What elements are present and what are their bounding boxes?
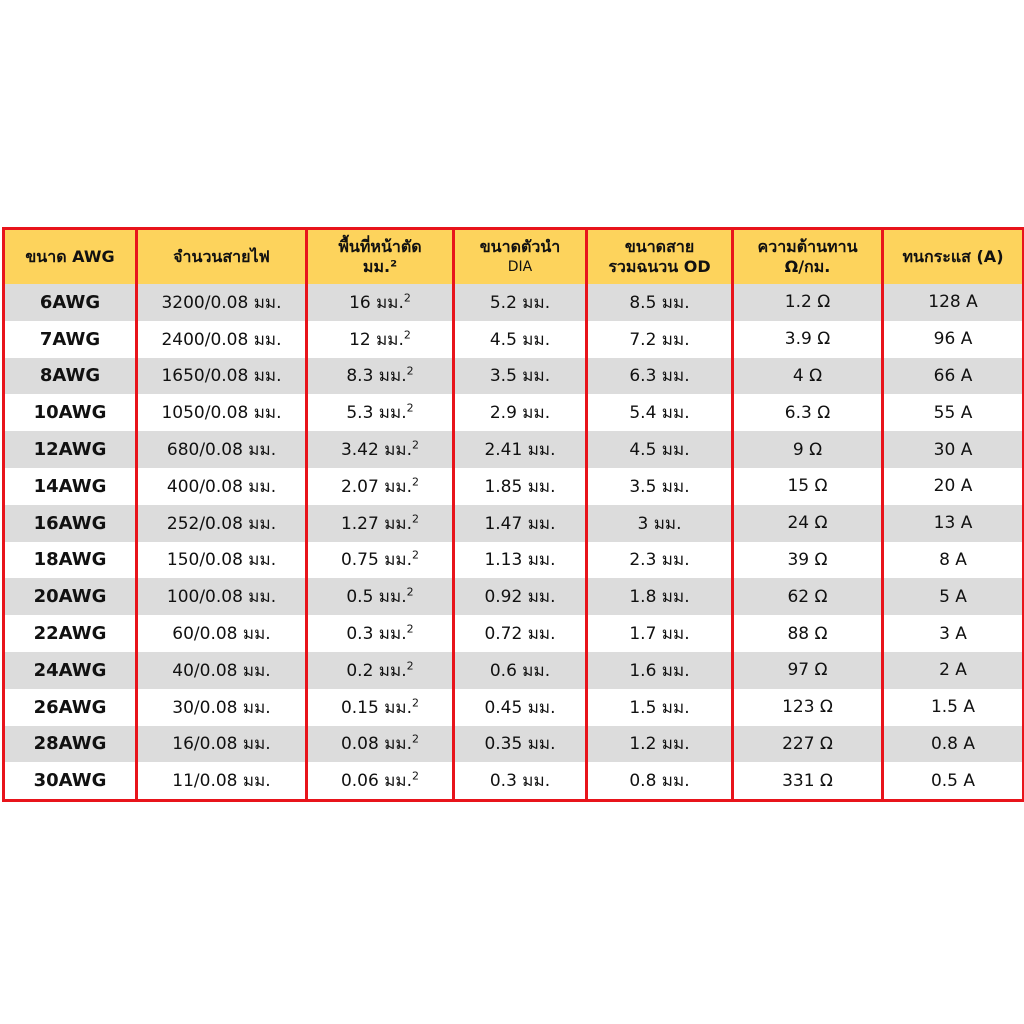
cell-strands-value: 30/0.08 มม.: [172, 697, 271, 718]
cell-od-value: 5.4 มม.: [629, 403, 690, 424]
cell-dia: [454, 505, 587, 542]
cell-area: [307, 542, 454, 579]
area-superscript: 2: [406, 585, 414, 599]
header-strands-label: จำนวนสายไฟ: [173, 247, 270, 266]
cell-strands-value: 3200/0.08 มม.: [161, 292, 282, 313]
area-superscript: 2: [406, 659, 414, 673]
cell-awg-value: 10AWG: [33, 402, 107, 424]
cell-awg: [4, 726, 137, 763]
cell-current: [883, 358, 1024, 395]
cell-od: [587, 431, 733, 468]
cell-od: [587, 358, 733, 395]
cell-awg: [4, 652, 137, 689]
table-row: [4, 505, 1024, 542]
cell-resistance: [733, 321, 883, 358]
header-area: [307, 229, 454, 285]
cell-resistance-value: 227 Ω: [782, 733, 833, 754]
cell-awg: [4, 762, 137, 800]
cell-od-value: 7.2 มม.: [629, 329, 690, 350]
cell-awg: [4, 284, 137, 321]
cell-strands: [137, 615, 307, 652]
cell-resistance: [733, 505, 883, 542]
cell-od: [587, 321, 733, 358]
cell-awg: [4, 505, 137, 542]
cell-od: [587, 726, 733, 763]
cell-dia: [454, 542, 587, 579]
header-current: [883, 229, 1024, 285]
header-strands: [137, 229, 307, 285]
cell-dia-value: 0.6 มม.: [489, 660, 551, 681]
table-row: [4, 358, 1024, 395]
area-superscript: 2: [406, 401, 414, 415]
area-superscript: 2: [406, 364, 414, 378]
cell-area-value: 8.3 มม.: [346, 366, 407, 387]
cell-resistance-value: 3.9 Ω: [784, 329, 831, 350]
table-row: [4, 652, 1024, 689]
cell-current: [883, 652, 1024, 689]
cell-area: [307, 578, 454, 615]
cell-awg-value: 24AWG: [33, 659, 107, 681]
cell-od: [587, 615, 733, 652]
cell-resistance-value: 9 Ω: [792, 439, 823, 460]
header-resistance-line1: ความต้านทาน: [757, 237, 858, 256]
header-od-line1: ขนาดสาย: [624, 237, 695, 256]
cell-dia-value: 0.92 มม.: [484, 587, 556, 608]
cell-resistance: [733, 689, 883, 726]
cell-awg-value: 18AWG: [33, 549, 107, 571]
cell-resistance: [733, 468, 883, 505]
cell-strands-value: 100/0.08 มม.: [166, 587, 277, 608]
header-current-label: ทนกระแส (A): [902, 247, 1004, 266]
cell-awg: [4, 321, 137, 358]
cell-resistance: [733, 578, 883, 615]
cell-dia-value: 0.35 มม.: [484, 734, 556, 755]
cell-current-value: 2 A: [939, 660, 967, 681]
cell-area: [307, 726, 454, 763]
area-superscript: 2: [412, 732, 420, 746]
header-dia: [454, 229, 587, 285]
cell-area: [307, 652, 454, 689]
cell-current-value: 66 A: [933, 365, 973, 386]
cell-strands: [137, 652, 307, 689]
cell-current-value: 3 A: [939, 623, 967, 644]
cell-area: [307, 468, 454, 505]
cell-strands-value: 60/0.08 มม.: [172, 624, 271, 645]
cell-strands: [137, 578, 307, 615]
cell-awg-value: 14AWG: [33, 475, 107, 497]
header-area-line1: พื้นที่หน้าตัด: [338, 237, 422, 256]
area-superscript: 2: [412, 696, 420, 709]
cell-awg-value: 22AWG: [33, 623, 107, 645]
cell-current: [883, 689, 1024, 726]
cell-strands: [137, 321, 307, 358]
cell-area-value: 2.07 มม.: [340, 476, 413, 497]
cell-strands-value: 2400/0.08 มม.: [161, 329, 282, 350]
cell-od: [587, 468, 733, 505]
area-superscript: 2: [412, 769, 420, 783]
area-superscript: 2: [412, 548, 420, 562]
cell-awg: [4, 578, 137, 615]
cell-dia: [454, 615, 587, 652]
cell-od-value: 3.5 มม.: [629, 476, 690, 497]
cell-resistance-value: 24 Ω: [787, 513, 828, 534]
cell-resistance: [733, 394, 883, 431]
cell-awg: [4, 431, 137, 468]
cell-dia-value: 0.72 มม.: [484, 624, 556, 645]
header-od-line2: รวมฉนวน OD: [608, 257, 711, 276]
cell-awg-value: 6AWG: [39, 291, 101, 313]
area-superscript: 2: [403, 291, 411, 305]
cell-od: [587, 542, 733, 579]
cell-dia-value: 5.2 มม.: [489, 292, 551, 313]
cell-resistance-value: 97 Ω: [787, 660, 828, 681]
cell-resistance-value: 1.2 Ω: [784, 292, 831, 313]
cell-awg-value: 8AWG: [39, 365, 101, 387]
cell-current: [883, 615, 1024, 652]
cell-resistance: [733, 431, 883, 468]
cell-current-value: 96 A: [933, 329, 973, 350]
cell-strands-value: 252/0.08 มม.: [166, 513, 277, 534]
cell-resistance: [733, 542, 883, 579]
cell-current-value: 20 A: [933, 476, 973, 497]
cell-strands: [137, 689, 307, 726]
cell-strands: [137, 394, 307, 431]
cell-strands-value: 150/0.08 มม.: [166, 550, 277, 571]
cell-area-value: 5.3 มม.: [346, 403, 407, 424]
cell-resistance-value: 6.3 Ω: [784, 402, 831, 423]
cell-strands: [137, 542, 307, 579]
cell-current-value: 30 A: [933, 439, 973, 460]
cell-strands-value: 11/0.08 มม.: [172, 771, 271, 792]
cell-area: [307, 321, 454, 358]
cell-dia: [454, 726, 587, 763]
table-row: [4, 468, 1024, 505]
cell-dia: [454, 468, 587, 505]
cell-od-value: 2.3 มม.: [629, 550, 690, 571]
cell-awg-value: 30AWG: [33, 770, 107, 792]
cell-current: [883, 321, 1024, 358]
cell-area: [307, 358, 454, 395]
cell-awg-value: 16AWG: [33, 512, 107, 534]
cell-area-value: 0.2 มม.: [346, 660, 407, 681]
table-row: [4, 542, 1024, 579]
table-row: [4, 431, 1024, 468]
cell-current-value: 0.5 A: [930, 770, 976, 791]
area-superscript: 2: [412, 438, 420, 452]
cell-dia: [454, 652, 587, 689]
table-row: [4, 615, 1024, 652]
cell-od-value: 3 มม.: [637, 513, 682, 534]
cell-area: [307, 615, 454, 652]
cell-dia: [454, 394, 587, 431]
cell-od-value: 1.5 มม.: [629, 697, 690, 718]
header-area-line2: มม.²: [362, 257, 398, 276]
cell-dia: [454, 321, 587, 358]
cell-current-value: 13 A: [933, 513, 973, 534]
area-superscript: 2: [412, 475, 420, 489]
cell-strands-value: 40/0.08 มม.: [172, 660, 271, 681]
cell-awg: [4, 468, 137, 505]
cell-od: [587, 689, 733, 726]
cell-awg: [4, 358, 137, 395]
cell-dia-value: 4.5 มม.: [489, 329, 551, 350]
cell-area-value: 3.42 มม.: [340, 440, 413, 461]
cell-strands-value: 1650/0.08 มม.: [161, 366, 282, 387]
cell-dia: [454, 358, 587, 395]
cell-dia: [454, 689, 587, 726]
cell-area: [307, 689, 454, 726]
cell-area-value: 0.5 มม.: [346, 587, 407, 608]
cell-od-value: 6.3 มม.: [629, 366, 690, 387]
table-row: [4, 726, 1024, 763]
cell-dia: [454, 578, 587, 615]
cell-strands: [137, 284, 307, 321]
cell-area-value: 0.3 มม.: [346, 624, 407, 645]
cell-strands-value: 400/0.08 มม.: [166, 476, 277, 497]
cell-dia-value: 0.45 มม.: [484, 697, 556, 718]
cell-strands: [137, 762, 307, 800]
header-awg-label: ขนาด AWG: [25, 247, 115, 266]
cell-strands-value: 680/0.08 มม.: [166, 440, 277, 461]
cell-od: [587, 652, 733, 689]
cell-area-value: 0.08 มม.: [340, 734, 413, 755]
cell-od: [587, 762, 733, 800]
cell-resistance-value: 4 Ω: [792, 365, 823, 386]
cell-current: [883, 578, 1024, 615]
cell-strands-value: 16/0.08 มม.: [172, 734, 271, 755]
cell-current: [883, 542, 1024, 579]
cell-od-value: 4.5 มม.: [629, 440, 690, 461]
area-superscript: 2: [403, 328, 411, 342]
cell-current: [883, 505, 1024, 542]
cell-awg-value: 7AWG: [39, 328, 101, 350]
header-resistance-line2: Ω/กม.: [784, 257, 831, 276]
cell-dia-value: 1.13 มม.: [484, 550, 556, 571]
cell-current: [883, 284, 1024, 321]
table-row: [4, 394, 1024, 431]
cell-area: [307, 762, 454, 800]
cell-area-value: 0.75 มม.: [340, 550, 413, 571]
cell-resistance-value: 15 Ω: [787, 476, 828, 497]
cell-dia-value: 1.85 มม.: [484, 476, 556, 497]
cell-area: [307, 505, 454, 542]
cell-dia-value: 3.5 มม.: [489, 366, 551, 387]
cell-awg-value: 12AWG: [33, 439, 107, 461]
cell-resistance: [733, 726, 883, 763]
header-dia-line1: ขนาดตัวนำ: [479, 237, 561, 256]
cell-resistance: [733, 615, 883, 652]
cell-resistance: [733, 284, 883, 321]
cell-awg: [4, 615, 137, 652]
cell-area-value: 0.15 มม.: [340, 697, 413, 718]
cell-resistance: [733, 652, 883, 689]
cell-dia-value: 2.9 มม.: [489, 403, 551, 424]
cell-od-value: 8.5 มม.: [629, 292, 690, 313]
cell-area: [307, 431, 454, 468]
header-awg: [4, 229, 137, 285]
cell-area-value: 12 มม.: [349, 329, 404, 350]
cell-od-value: 1.8 มม.: [629, 587, 690, 608]
cell-area-value: 1.27 มม.: [340, 513, 413, 534]
table-row: [4, 578, 1024, 615]
cell-current: [883, 468, 1024, 505]
cell-dia-value: 1.47 มม.: [484, 513, 556, 534]
header-dia-line2: DIA: [507, 259, 533, 275]
cell-area: [307, 284, 454, 321]
cell-current: [883, 431, 1024, 468]
cell-current-value: 1.5 A: [930, 697, 976, 718]
cell-area-value: 16 มม.: [349, 292, 404, 313]
cell-strands: [137, 468, 307, 505]
cell-resistance-value: 39 Ω: [787, 549, 828, 570]
cell-resistance: [733, 358, 883, 395]
cell-current-value: 55 A: [933, 402, 973, 423]
cell-dia-value: 0.3 มม.: [489, 771, 551, 792]
cell-awg: [4, 542, 137, 579]
area-superscript: 2: [412, 512, 420, 526]
cell-resistance-value: 331 Ω: [782, 770, 833, 791]
cell-awg-value: 26AWG: [33, 696, 107, 718]
cell-od: [587, 394, 733, 431]
table-row: [4, 762, 1024, 800]
cell-current: [883, 762, 1024, 800]
cell-strands: [137, 505, 307, 542]
cell-strands: [137, 726, 307, 763]
cell-od: [587, 578, 733, 615]
cell-strands: [137, 358, 307, 395]
table-body: [4, 284, 1024, 801]
cell-current: [883, 726, 1024, 763]
area-superscript: 2: [406, 622, 414, 636]
cell-awg: [4, 689, 137, 726]
cell-current-value: 5 A: [939, 586, 967, 607]
cell-od: [587, 284, 733, 321]
cell-area: [307, 394, 454, 431]
table-row: [4, 689, 1024, 726]
cell-resistance-value: 88 Ω: [787, 623, 828, 644]
cell-od-value: 1.7 มม.: [629, 624, 690, 645]
cell-dia: [454, 431, 587, 468]
cell-strands-value: 1050/0.08 มม.: [161, 403, 282, 424]
cell-dia: [454, 762, 587, 800]
cell-area-value: 0.06 มม.: [340, 771, 413, 792]
cell-current-value: 0.8 A: [930, 733, 976, 754]
cell-strands: [137, 431, 307, 468]
cell-current: [883, 394, 1024, 431]
awg-wire-table: [2, 227, 1024, 802]
cell-awg: [4, 394, 137, 431]
cell-resistance-value: 123 Ω: [782, 697, 833, 718]
cell-resistance-value: 62 Ω: [787, 586, 828, 607]
cell-dia: [454, 284, 587, 321]
cell-od: [587, 505, 733, 542]
header-row: [4, 229, 1024, 285]
cell-od-value: 0.8 มม.: [629, 771, 690, 792]
cell-awg-value: 28AWG: [33, 733, 107, 755]
cell-current-value: 128 A: [928, 292, 978, 313]
cell-current-value: 8 A: [939, 549, 967, 570]
cell-resistance: [733, 762, 883, 800]
cell-dia-value: 2.41 มม.: [484, 440, 556, 461]
cell-od-value: 1.6 มม.: [629, 660, 690, 681]
header-od: [587, 229, 733, 285]
table-row: [4, 284, 1024, 321]
cell-od-value: 1.2 มม.: [629, 734, 690, 755]
cell-awg-value: 20AWG: [33, 586, 107, 608]
header-resistance: [733, 229, 883, 285]
table-row: [4, 321, 1024, 358]
